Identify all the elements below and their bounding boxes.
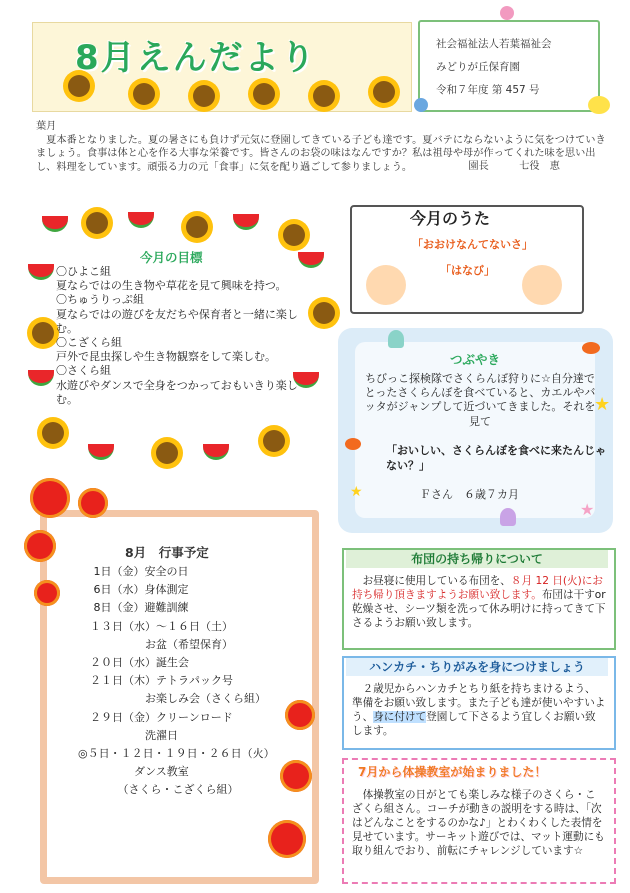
jellyfish-icon (500, 508, 516, 526)
sunflower-icon (263, 430, 285, 452)
event-row: 1日（金）安全の日 (90, 565, 189, 578)
flower-icon (500, 6, 514, 20)
song-title: 今月のうた (410, 209, 491, 228)
goal-group: 〇こざくら組 (56, 336, 122, 350)
goals-list (56, 265, 306, 407)
song-item: 「おおけなんてないさ」 (412, 238, 533, 251)
goals-title: 今月の目標 (140, 250, 203, 265)
letter-heading: 葉月 (36, 121, 57, 132)
tsubuyaki-title: つぶやき (450, 352, 501, 367)
sunflower-icon (186, 216, 208, 238)
watermelon-icon (42, 216, 68, 232)
watermelon-icon (88, 444, 114, 460)
watermelon-icon (203, 444, 229, 460)
event-row: １３日（水）～１６日（土） (90, 619, 233, 633)
goal-text: 戸外で昆虫探しや生き物観察をして楽しむ。 (56, 350, 276, 364)
goal-text: 夏ならではの遊びを友だちや保育者と一緒に楽しむ。 (56, 307, 298, 335)
jellyfish-icon (388, 330, 404, 348)
futon-body (352, 574, 606, 630)
fish-icon (345, 438, 361, 450)
tsubuyaki-author: Ｆさん ６歳７カ月 (420, 488, 519, 501)
sunflower-icon (193, 85, 215, 107)
chick-icon (588, 96, 610, 114)
starfish-icon: ★ (580, 500, 595, 519)
event-row: ◎５日・１２日・１９日・２６日（火） (78, 747, 275, 761)
taisou-body: 体操教室の日がとても楽しみな様子のさくら・こざくら組さん。コーチが動きの説明をする時は、「次はどんなことをするのかな♪」とわくわくした表情を見せています。サーキット遊びでは、マット運動にも取り組んでおり、前転にチャレンジしています☆ (352, 789, 605, 857)
watermelon-icon (28, 264, 54, 280)
event-row: 8日（金）避難訓練 (90, 601, 189, 615)
hibiscus-icon (34, 580, 60, 606)
director-letter (36, 120, 608, 174)
futon-title: 布団の持ち帰りについて (346, 550, 608, 568)
watermelon-icon (28, 370, 54, 386)
issue-info-box (418, 20, 600, 112)
hankachi-body-text: 登園して下さるよう宜しくお願い致します。 (352, 711, 596, 737)
futon-body-text: 布団は干すor乾燥させ、シーツ類を洗って休み明けに持ってきて下さるようお願い致します。 (352, 589, 606, 629)
futon-body-text: お昼寝に使用している布団を、 (352, 575, 511, 587)
sunflower-icon (32, 322, 54, 344)
page-title: 8月えんだより (75, 38, 317, 78)
events-list (78, 563, 320, 800)
song-item: 「はなび」 (440, 264, 495, 277)
sunflower-icon (156, 442, 178, 464)
letter-signature: 園長 七役 恵 (468, 161, 560, 172)
watermelon-icon (128, 212, 154, 228)
event-row: （さくら・こざくら組） (90, 783, 239, 797)
goal-group: 〇さくら組 (56, 364, 111, 378)
sunflower-icon (86, 212, 108, 234)
taisou-title: 7月から体操教室が始まりました！ (358, 765, 547, 779)
sunflower-icon (42, 422, 64, 444)
tsubuyaki-quote: 「おいしい、さくらんぼを食べに来たんじゃない？」 (386, 444, 606, 472)
fish-icon (582, 342, 600, 354)
hankachi-highlight: 身に付けて (373, 711, 427, 723)
hankachi-title: ハンカチ・ちりがみを身につけましょう (346, 658, 608, 676)
sunflower-icon (373, 81, 395, 103)
event-row: 6日（水）身体測定 (90, 583, 189, 597)
hankachi-body-text: ２歳児からハンカチとちり紙を持ちまけるよう、準備をお願い致します。また子ども達が使いやすいよう、 (352, 683, 606, 723)
star-icon: ★ (594, 394, 611, 415)
sunflower-icon (283, 224, 305, 246)
star-icon: ★ (350, 484, 363, 500)
issue-number: 令和７年度 第 457 号 (436, 84, 540, 96)
hibiscus-icon (78, 488, 108, 518)
hankachi-body (352, 682, 606, 738)
event-row: ２９日（金）クリーンロード (90, 710, 233, 724)
org-name: 社会福祉法人若葉福祉会 (436, 38, 552, 50)
hibiscus-icon (24, 530, 56, 562)
singing-girl-icon (522, 265, 562, 305)
flower-icon (414, 98, 428, 112)
event-row: お楽しみ会（さくら組） (90, 692, 266, 706)
event-row: ２１日（木）テトラパック号 (90, 674, 233, 688)
goal-text: 夏ならではの生き物や草花を見て興味を持つ。 (56, 279, 287, 293)
futon-date-highlight: ８月 12 日(火)にお持ち帰り頂きますようお願い致します。 (352, 575, 603, 601)
goal-text: 水遊びやダンスで全身をつかっておもいきり楽しむ。 (56, 378, 298, 406)
watermelon-icon (233, 214, 259, 230)
sunflower-icon (313, 85, 335, 107)
sunflower-icon (253, 83, 275, 105)
school-name: みどりが丘保育園 (436, 61, 520, 73)
event-row: ダンス教室 (90, 765, 189, 779)
goal-group: 〇ひよこ組 (56, 265, 111, 278)
letter-body: 夏本番となりました。夏の暑さにも負けず元気に登園してきている子ども達です。夏バテにならないように気をつけていきましょう。食事は体と心を作る大事な栄養です。皆さんのお袋の味はなんですか？私は祖母や母が作ってくれた味を思い出し、料理をしています。頑張る力の元「食事」に気を配り過ごして参りましょう。 (36, 134, 606, 173)
singing-boy-icon (366, 265, 406, 305)
goal-group: 〇ちゅうりっぷ組 (56, 293, 144, 307)
event-row: ２０日（水）誕生会 (90, 656, 189, 670)
hibiscus-icon (30, 478, 70, 518)
hibiscus-icon (268, 820, 306, 858)
event-row: お盆（希望保育） (90, 637, 233, 651)
tsubuyaki-body: ちびっこ探検隊でさくらんぼ狩りに☆自分達でとったさくらんぼを食べていると、カエルやバッタがジャンプして近づいてきました。それを見て (364, 372, 596, 428)
events-title: 8月 行事予定 (125, 545, 209, 560)
event-row: 洗濯日 (90, 728, 178, 742)
sunflower-icon (313, 302, 335, 324)
sunflower-icon (133, 83, 155, 105)
